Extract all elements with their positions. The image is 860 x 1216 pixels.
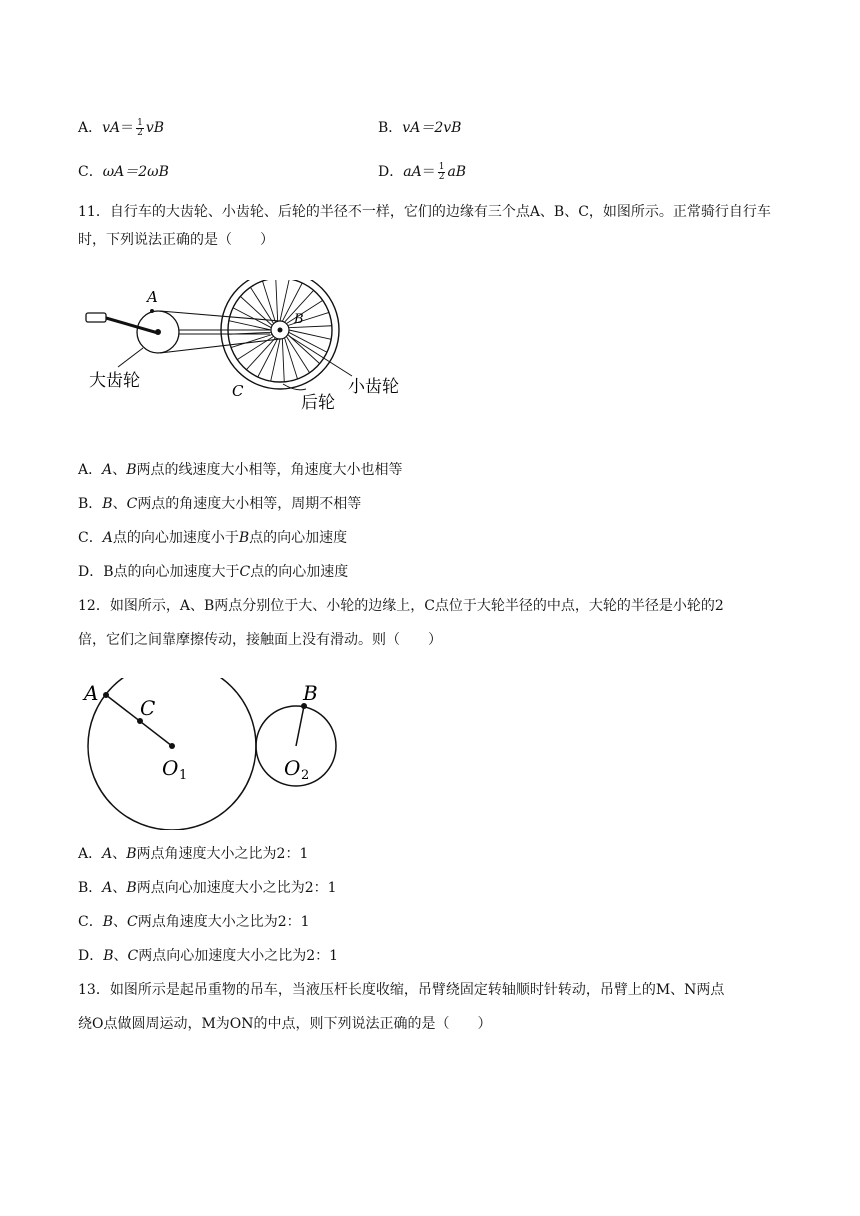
q13-stem-line2: 绕O点做圆周运动，M为ON的中点，则下列说法正确的是（ ） [78,1016,492,1032]
q10-option-a: A．vA＝ $\frac{1}{2}$ vB [78,117,165,138]
fraction: $\frac{1}{2}$ [137,117,143,138]
label-c: C [232,382,244,400]
wheel-spoke [276,280,278,321]
label-small-gear: 小齿轮 [348,377,399,397]
label-a: A [84,681,99,705]
wheel-spoke [229,321,271,330]
q12-option-b: B．A、B两点向心加速度大小之比为2：1 [78,880,337,896]
q13-stem-line1: 13．如图所示是起吊重物的吊车，当液压杆长度收缩，吊臂绕固定转轴顺时针转动，吊臂上的M、N两点 [78,982,725,998]
q11-option-a: A．A、B两点的线速度大小相等，角速度大小也相等 [78,462,403,478]
q11-stem: 11．自行车的大齿轮、小齿轮、后轮的半径不一样，它们的边缘有三个点A、B、C，如图所示。正常骑行自行车时，下列说法正确的是（ ） [78,204,771,248]
wheel-spoke [289,330,331,339]
label-rear-wheel: 后轮 [301,393,335,413]
q12-stem-line1: 12．如图所示，A、B两点分别位于大、小轮的边缘上，C点位于大轮半径的中点，大轮的半径是小轮的2 [78,598,724,614]
label-o1: O [162,756,179,780]
q12-wheels-figure [80,678,350,830]
label-o1-subscript: 1 [179,768,188,783]
q12-option-c: C．B、C两点角速度大小之比为2：1 [78,914,310,930]
wheel-spoke [282,339,284,382]
q11-option-b: B．B、C两点的角速度大小相等，周期不相等 [78,496,362,512]
q12-option-a: A．A、B两点角速度大小之比为2：1 [78,846,309,862]
q10-option-c: C．ωA＝2ωB [78,164,169,180]
q11-option-c: C．A点的向心加速度小于B点的向心加速度 [78,530,348,546]
label-big-gear: 大齿轮 [89,371,140,391]
label-a: A [147,288,158,306]
q10-option-b: B．vA＝2vB [378,120,462,136]
label-c: C [140,696,156,720]
label-b: B [303,681,318,705]
q12-option-d: D．B、C两点向心加速度大小之比为2：1 [78,948,339,964]
wheel-spoke [280,280,289,321]
q11-bicycle-figure [80,280,420,415]
wheel-spoke [288,335,320,364]
wheel-spoke [240,296,272,325]
label-o2-subscript: 2 [301,768,310,783]
wheel-spoke [271,339,280,381]
label-b: B [294,312,304,327]
q10-option-d: D．aA＝ $\frac{1}{2}$ aB [378,161,467,182]
q11-option-d: D．B点的向心加速度大于C点的向心加速度 [78,564,349,580]
q12-stem-line2: 倍，它们之间靠摩擦传动，接触面上没有滑动。则（ ） [78,632,442,648]
fraction: $\frac{1}{2}$ [438,161,445,182]
label-o2: O [284,756,301,780]
